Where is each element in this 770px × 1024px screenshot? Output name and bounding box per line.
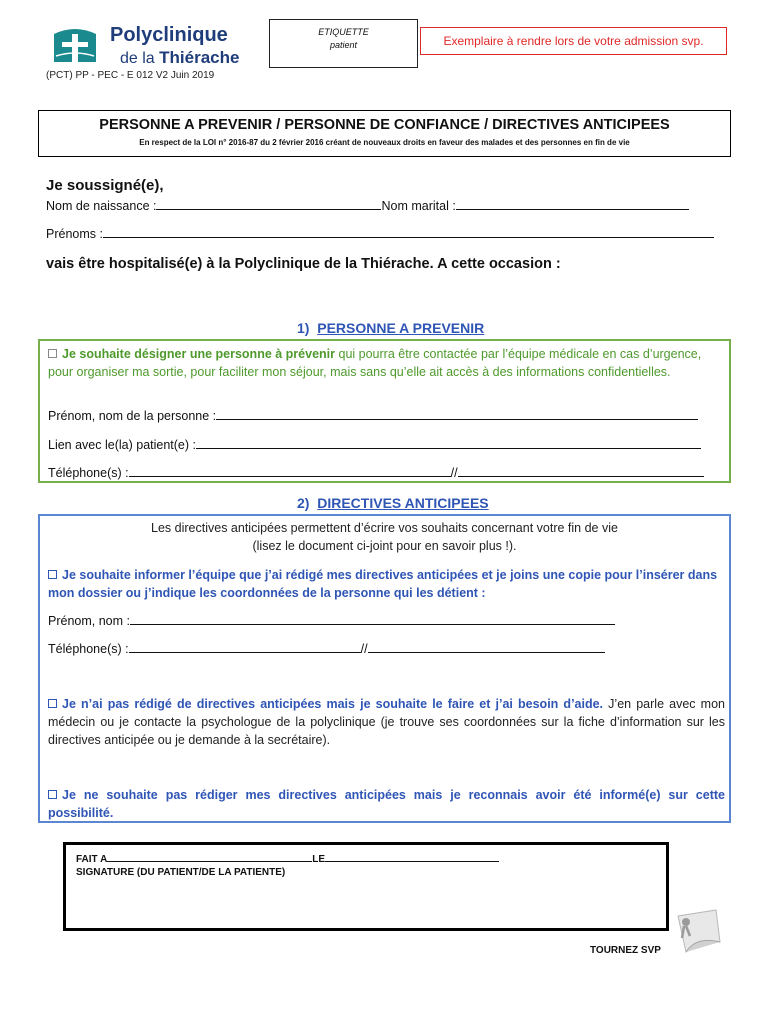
admission-notice: Exemplaire à rendre lors de votre admission svp.	[420, 27, 727, 55]
section2-phone-row: Téléphone(s) : //	[48, 641, 605, 656]
logo-text-line2: de la Thiérache	[120, 48, 240, 67]
section2-name-row	[48, 613, 615, 628]
section1-relation-label: Lien avec le(la) patient(e) :	[48, 438, 196, 452]
polyclinique-logo	[52, 22, 252, 72]
section1-checkbox[interactable]	[48, 349, 57, 358]
section1-phone-row: Téléphone(s) : //	[48, 465, 704, 480]
section1-option: Je souhaite désigner une personne à prévenir qui pourra être contactée par l’équipe médicale en cas d’urgence, pour organiser ma sortie, pour faciliter mon séjour, mais sans qu’elle ait accès à des informations confidentielles.	[48, 347, 702, 379]
document-title: PERSONNE A PREVENIR / PERSONNE DE CONFIANCE / DIRECTIVES ANTICIPEES	[99, 117, 670, 133]
section2-option1: Je souhaite informer l’équipe que j’ai rédigé mes directives anticipées et je joins une copie pour l’insérer dans mon dossier ou j’indique les coordonnées de la personne qui les détient :	[48, 568, 718, 600]
prenoms-row	[46, 226, 714, 241]
section1-phone-field-2[interactable]	[458, 465, 704, 477]
etiquette-title: ETIQUETTE	[318, 27, 369, 37]
section2-option3: Je ne souhaite pas rédiger mes directives anticipées mais je reconnais avoir été informé(e) sur cette possibilité.	[48, 788, 725, 820]
section1-relation-row	[48, 437, 701, 452]
patient-label-box	[269, 19, 418, 68]
hospitalisation-statement: vais être hospitalisé(e) à la Polyclinique de la Thiérache. A cette occasion :	[46, 256, 561, 272]
logo-text-line1: Polyclinique	[110, 24, 228, 46]
section2-phone-field-2[interactable]	[368, 641, 605, 653]
date-field[interactable]	[325, 852, 499, 862]
document-reference: (PCT) PP - PEC - E 012 V2 Juin 2019	[46, 70, 215, 81]
prenoms-field[interactable]	[103, 226, 714, 238]
fait-a-label: FAIT A	[76, 854, 108, 865]
nom-marital-field[interactable]	[456, 198, 689, 210]
section2-title: 2) DIRECTIVES ANTICIPEES	[297, 495, 489, 511]
fait-a-field[interactable]	[107, 852, 312, 862]
nom-naissance-label: Nom de naissance :	[46, 199, 157, 213]
directives-anticipees-box	[38, 514, 731, 823]
section2-phone-field-1[interactable]	[129, 641, 361, 653]
document-title-box	[38, 110, 731, 157]
section2-name-field[interactable]	[130, 613, 615, 625]
section1-relation-field[interactable]	[196, 437, 701, 449]
section1-phone-label: Téléphone(s) :	[48, 466, 129, 480]
section2-option2: Je n’ai pas rédigé de directives anticipées mais je souhaite le faire et j’ai besoin d’aide. J’en parle avec mon médecin ou je contacte la psychologue de la polyclinique (je trouve ses coordonnées sur la fiche d’information sur les directives anticipée ou je demande à la secrétaire).	[48, 697, 725, 747]
section2-option3-checkbox[interactable]	[48, 790, 57, 799]
turn-page-icon	[672, 908, 722, 954]
date-label: LE	[312, 854, 326, 865]
section1-name-row	[48, 408, 698, 423]
section2-option2-checkbox[interactable]	[48, 699, 57, 708]
section2-intro: Les directives anticipées permettent d’écrire vos souhaits concernant votre fin de vie (lisez le document ci-joint pour en savoir plus !).	[151, 521, 618, 553]
soussigne-heading: Je soussigné(e),	[46, 177, 164, 194]
section2-phone-label: Téléphone(s) :	[48, 642, 129, 656]
nom-naissance-field[interactable]	[156, 198, 381, 210]
etiquette-sub: patient	[329, 40, 358, 50]
turn-page-label: TOURNEZ SVP	[590, 945, 661, 956]
polyclinique-logo-icon	[52, 26, 98, 64]
section1-name-label: Prénom, nom de la personne :	[48, 409, 217, 423]
section1-phone-field-1[interactable]	[129, 465, 451, 477]
fait-a-row	[76, 852, 499, 865]
signature-box[interactable]	[63, 842, 669, 931]
section2-option1-checkbox[interactable]	[48, 570, 57, 579]
document-subtitle: En respect de la LOI n° 2016-87 du 2 février 2016 créant de nouveaux droits en faveur des malades et des personnes en fin de vie	[139, 138, 630, 147]
section2-name-label: Prénom, nom :	[48, 614, 130, 628]
birth-name-row	[46, 198, 689, 213]
prenoms-label: Prénoms :	[46, 227, 103, 241]
section1-name-field[interactable]	[216, 408, 698, 420]
nom-marital-label: Nom marital :	[381, 199, 456, 213]
personne-a-prevenir-box	[38, 339, 731, 483]
signature-label: SIGNATURE (DU PATIENT/DE LA PATIENTE)	[76, 867, 286, 878]
section1-title: 1) PERSONNE A PREVENIR	[297, 320, 485, 336]
